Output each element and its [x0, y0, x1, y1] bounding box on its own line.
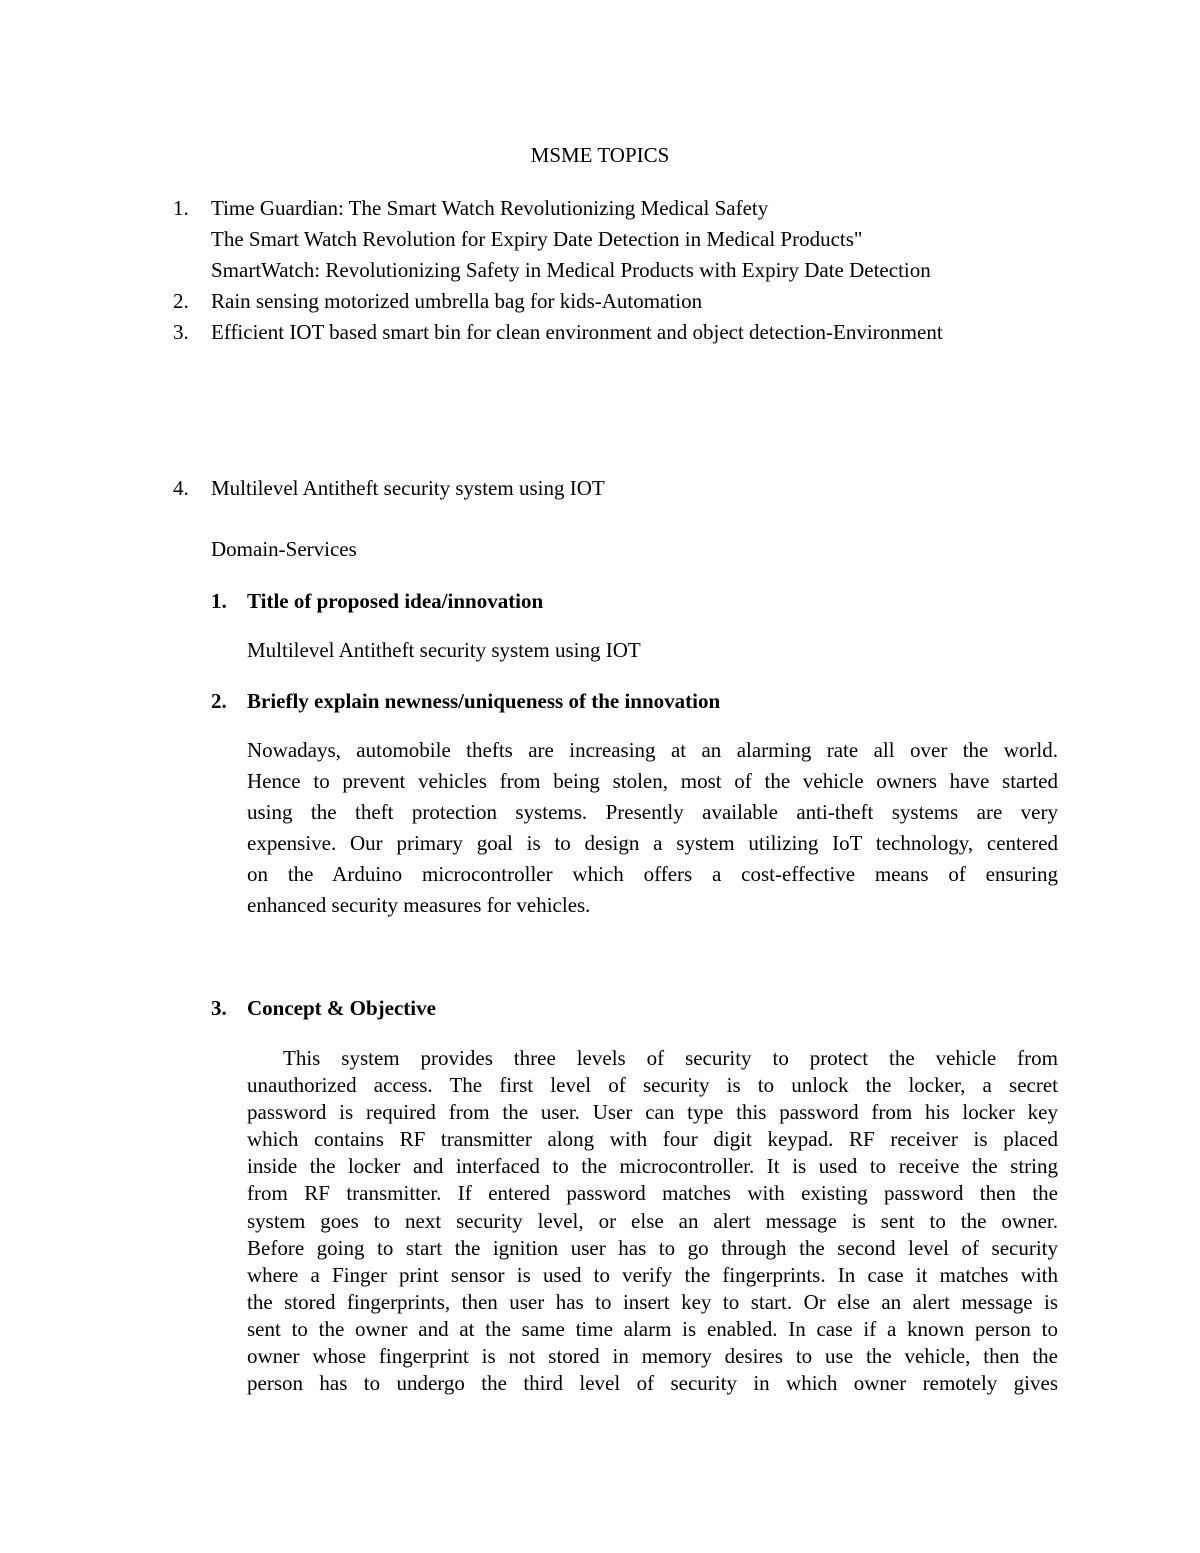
domain-line: Domain-Services: [211, 537, 357, 561]
body-line: which contains RF transmitter along with four digit keypad. RF receiver is placed: [247, 1127, 1058, 1152]
section-heading: Title of proposed idea/innovation: [247, 589, 544, 613]
section-number: 1.: [211, 589, 227, 613]
topic-line: The Smart Watch Revolution for Expiry Date Detection in Medical Products": [211, 227, 863, 251]
topic-line: Efficient IOT based smart bin for clean environment and object detection-Environment: [211, 320, 943, 344]
section-number: 2.: [211, 689, 227, 713]
body-line: person has to undergo the third level of security in which owner remotely gives: [247, 1371, 1058, 1396]
body-line: enhanced security measures for vehicles.: [247, 893, 591, 917]
topic-number: 1.: [173, 196, 189, 220]
body-line: using the theft protection systems. Presently available anti-theft systems are very: [247, 800, 1058, 824]
page-title: MSME TOPICS: [530, 143, 670, 167]
body-line: password is required from the user. User can type this password from his locker key: [247, 1100, 1058, 1125]
body-line: Nowadays, automobile thefts are increasing at an alarming rate all over the world.: [247, 738, 1058, 762]
body-line: expensive. Our primary goal is to design a system utilizing IoT technology, centered: [247, 831, 1058, 855]
body-line: inside the locker and interfaced to the microcontroller. It is used to receive the string: [247, 1154, 1058, 1179]
body-line: system goes to next security level, or else an alert message is sent to the owner.: [247, 1208, 1058, 1233]
topic-line: SmartWatch: Revolutionizing Safety in Medical Products with Expiry Date Detection: [211, 258, 931, 282]
topic-line: Multilevel Antitheft security system using IOT: [211, 476, 605, 500]
section-body-line: Multilevel Antitheft security system using IOT: [247, 638, 641, 662]
topic-number: 2.: [173, 289, 189, 313]
body-line: on the Arduino microcontroller which offers a cost-effective means of ensuring: [247, 862, 1058, 886]
topic-line: Rain sensing motorized umbrella bag for kids-Automation: [211, 289, 703, 313]
section-number: 3.: [211, 996, 227, 1020]
body-line: Hence to prevent vehicles from being stolen, most of the vehicle owners have started: [247, 769, 1058, 793]
body-line: owner whose fingerprint is not stored in memory desires to use the vehicle, then the: [247, 1344, 1058, 1369]
section-heading: Briefly explain newness/uniqueness of the innovation: [247, 689, 721, 713]
section-body: [247, 1045, 1058, 1397]
body-line: from RF transmitter. If entered password matches with existing password then the: [247, 1181, 1058, 1206]
body-line: the stored fingerprints, then user has to insert key to start. Or else an alert message is: [247, 1289, 1058, 1314]
body-line: This system provides three levels of security to protect the vehicle from: [283, 1046, 1058, 1070]
body-line: sent to the owner and at the same time alarm is enabled. In case if a known person to: [247, 1316, 1058, 1341]
body-line: unauthorized access. The first level of security is to unlock the locker, a secret: [247, 1073, 1058, 1098]
section-body: [247, 735, 1058, 921]
body-line: Before going to start the ignition user has to go through the second level of security: [247, 1235, 1058, 1260]
topic-line: Time Guardian: The Smart Watch Revolutionizing Medical Safety: [211, 196, 769, 220]
topic-number: 3.: [173, 320, 189, 344]
body-line: where a Finger print sensor is used to verify the fingerprints. In case it matches with: [247, 1262, 1058, 1287]
section-heading: Concept & Objective: [247, 996, 436, 1020]
topic-number: 4.: [173, 476, 189, 500]
